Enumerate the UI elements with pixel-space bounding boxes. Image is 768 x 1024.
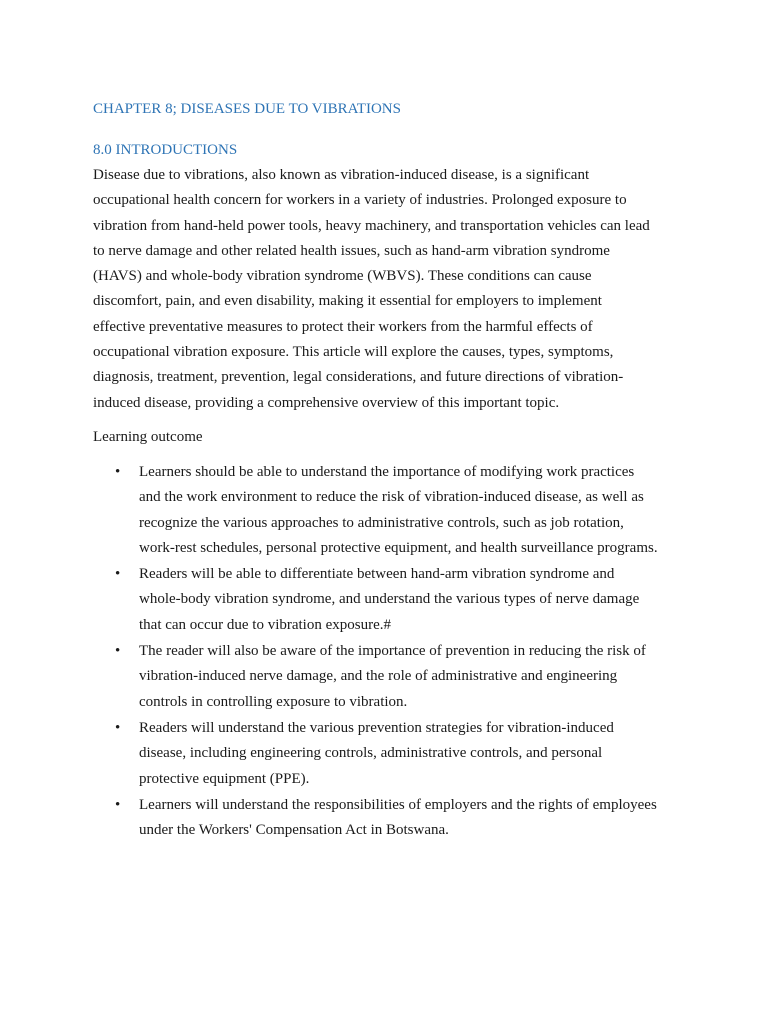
intro-line: induced disease, providing a comprehensive overview of this important topic. xyxy=(93,394,560,411)
outcome-line: controls in controlling exposure to vibration. xyxy=(139,693,408,710)
intro-paragraph xyxy=(93,165,683,418)
outcome-line: whole-body vibration syndrome, and understand the various types of nerve damage xyxy=(139,591,640,608)
list-item xyxy=(93,795,683,846)
chapter-title: CHAPTER 8; DISEASES DUE TO VIBRATIONS xyxy=(93,101,401,117)
list-item xyxy=(93,564,683,640)
outcome-line: Learners should be able to understand the importance of modifying work practices xyxy=(139,464,635,480)
outcome-line: Readers will understand the various prevention strategies for vibration-induced xyxy=(139,719,614,736)
outcome-line: under the Workers' Compensation Act in Botswana. xyxy=(139,822,449,839)
outcome-line: recognize the various approaches to administrative controls, such as job rotation, xyxy=(139,514,624,531)
bullet-icon: • xyxy=(115,464,121,480)
intro-line: discomfort, pain, and even disability, making it essential for employers to implement xyxy=(93,293,602,310)
outcome-line: The reader will also be aware of the importance of prevention in reducing the risk of xyxy=(139,643,646,660)
list-item xyxy=(93,462,683,563)
list-item xyxy=(93,641,683,717)
outcome-line: Learners will understand the responsibilities of employers and the rights of employees xyxy=(139,796,657,813)
learning-outcomes-list xyxy=(93,462,683,846)
intro-line: occupational vibration exposure. This article will explore the causes, types, symptoms, xyxy=(93,344,614,361)
intro-line: Disease due to vibrations, also known as vibration-induced disease, is a significant xyxy=(93,167,590,183)
learning-outcome-heading: Learning outcome xyxy=(93,429,203,445)
intro-line: (HAVS) and whole-body vibration syndrome (WBVS). These conditions can cause xyxy=(93,268,592,285)
outcome-line: work-rest schedules, personal protective equipment, and health surveillance programs. xyxy=(139,539,658,556)
outcome-line: disease, including engineering controls, administrative controls, and personal xyxy=(139,745,603,762)
outcome-line: vibration-induced nerve damage, and the role of administrative and engineering xyxy=(139,668,618,685)
outcome-line: Readers will be able to differentiate between hand-arm vibration syndrome and xyxy=(139,566,615,583)
intro-line: effective preventative measures to protect their workers from the harmful effects of xyxy=(93,318,593,335)
list-item xyxy=(93,718,683,794)
bullet-icon: • xyxy=(115,796,121,813)
section-heading: 8.0 INTRODUCTIONS xyxy=(93,142,238,158)
intro-line: vibration from hand-held power tools, heavy machinery, and transportation vehicles can lead xyxy=(93,217,650,234)
intro-line: occupational health concern for workers in a variety of industries. Prolonged exposure to xyxy=(93,192,627,209)
intro-line: diagnosis, treatment, prevention, legal considerations, and future directions of vibration- xyxy=(93,369,624,386)
bullet-icon: • xyxy=(115,566,121,583)
outcome-line: protective equipment (PPE). xyxy=(139,770,310,787)
outcome-line: that can occur due to vibration exposure.# xyxy=(139,616,391,633)
bullet-icon: • xyxy=(115,719,121,736)
intro-line: to nerve damage and other related health issues, such as hand-arm vibration syndrome xyxy=(93,242,610,259)
outcome-line: and the work environment to reduce the risk of vibration-induced disease, as well as xyxy=(139,489,644,506)
bullet-icon: • xyxy=(115,643,121,660)
